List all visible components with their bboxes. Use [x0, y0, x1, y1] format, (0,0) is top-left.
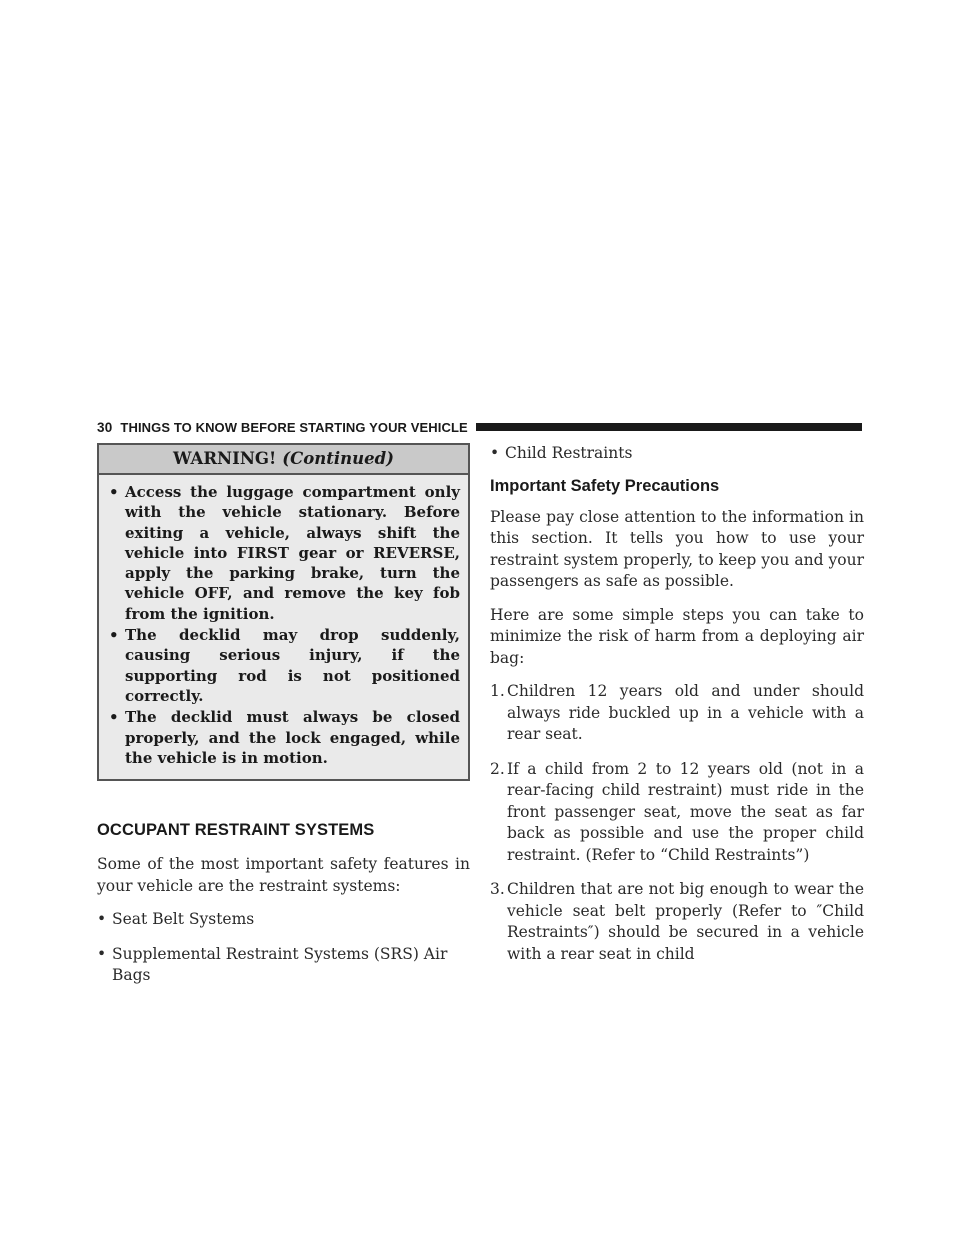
warning-item [107, 482, 460, 624]
step-text: Children 12 years old and under should always ride buckled up in a vehicle with a rear seat. [507, 682, 864, 743]
warning-item [107, 707, 460, 768]
restraint-item [490, 443, 864, 465]
occupant-heading: OCCUPANT RESTRAINT SYSTEMS [97, 821, 375, 840]
step-number: 3. [490, 880, 505, 898]
step-number: 2. [490, 759, 505, 778]
bullet-icon: • [109, 626, 119, 645]
warning-header [99, 445, 468, 475]
bullet-icon: • [109, 708, 119, 727]
bullet-icon: • [97, 910, 107, 929]
occupant-intro: Some of the most important safety features in your vehicle are the restraint systems: [97, 855, 470, 895]
page-header [97, 419, 862, 435]
restraint-item [97, 944, 470, 987]
precautions-heading: Important Safety Precautions [490, 476, 720, 495]
warning-title: WARNING! [173, 449, 277, 468]
page-number: 30 [97, 419, 113, 435]
restraint-item-text: Seat Belt Systems [112, 910, 255, 929]
restraint-list-continued [490, 443, 864, 465]
restraint-item-text: Supplemental Restraint Systems (SRS) Air Bags [112, 944, 448, 985]
bullet-icon: • [97, 944, 107, 963]
restraint-item-text: Child Restraints [505, 444, 633, 462]
warning-item-text: Access the luggage compartment only with the vehicle stationary. Before exiting a vehicle, always shift the vehicle into FIRST gear or REVERSE, apply the parking brake, turn the vehicle OFF, and remove the key fob from the ignition. [125, 483, 460, 623]
right-column [490, 443, 864, 978]
precautions-paragraph: Here are some simple steps you can take to minimize the risk of harm from a deploying air bag: [490, 605, 864, 667]
step-item [490, 681, 864, 746]
left-column [97, 443, 470, 1000]
warning-list [99, 475, 468, 779]
header-rule [476, 423, 862, 431]
warning-item-text: The decklid may drop suddenly, causing serious injury, if the supporting rod is not positioned correctly. [125, 626, 460, 705]
restraint-item [97, 909, 470, 931]
step-number: 1. [490, 682, 505, 700]
precautions-paragraph: Please pay close attention to the information in this section. It tells you how to use your restraint system properly, to keep you and your passengers as safe as possible. [490, 507, 864, 590]
section-title: THINGS TO KNOW BEFORE STARTING YOUR VEHICLE [120, 419, 468, 435]
step-text: If a child from 2 to 12 years old (not in a rear-facing child restraint) must ride in the front passenger seat, move the seat as far back as possible and use the proper child restraint. (Refer to “Child Restraints”) [507, 759, 864, 864]
warning-item-text: The decklid must always be closed properly, and the lock engaged, while the vehicle is in motion. [125, 708, 460, 767]
warning-box [97, 443, 470, 781]
bullet-icon: • [490, 444, 500, 462]
bullet-icon: • [109, 483, 119, 501]
restraint-list [97, 909, 470, 987]
step-text: Children that are not big enough to wear the vehicle seat belt properly (Refer to ″Child Restraints″) should be secured in a vehicle with a rear seat in child [507, 880, 864, 963]
step-item [490, 879, 864, 965]
steps-list [490, 681, 864, 965]
step-item [490, 759, 864, 867]
warning-continued: (Continued) [282, 449, 394, 468]
warning-item [107, 625, 460, 706]
